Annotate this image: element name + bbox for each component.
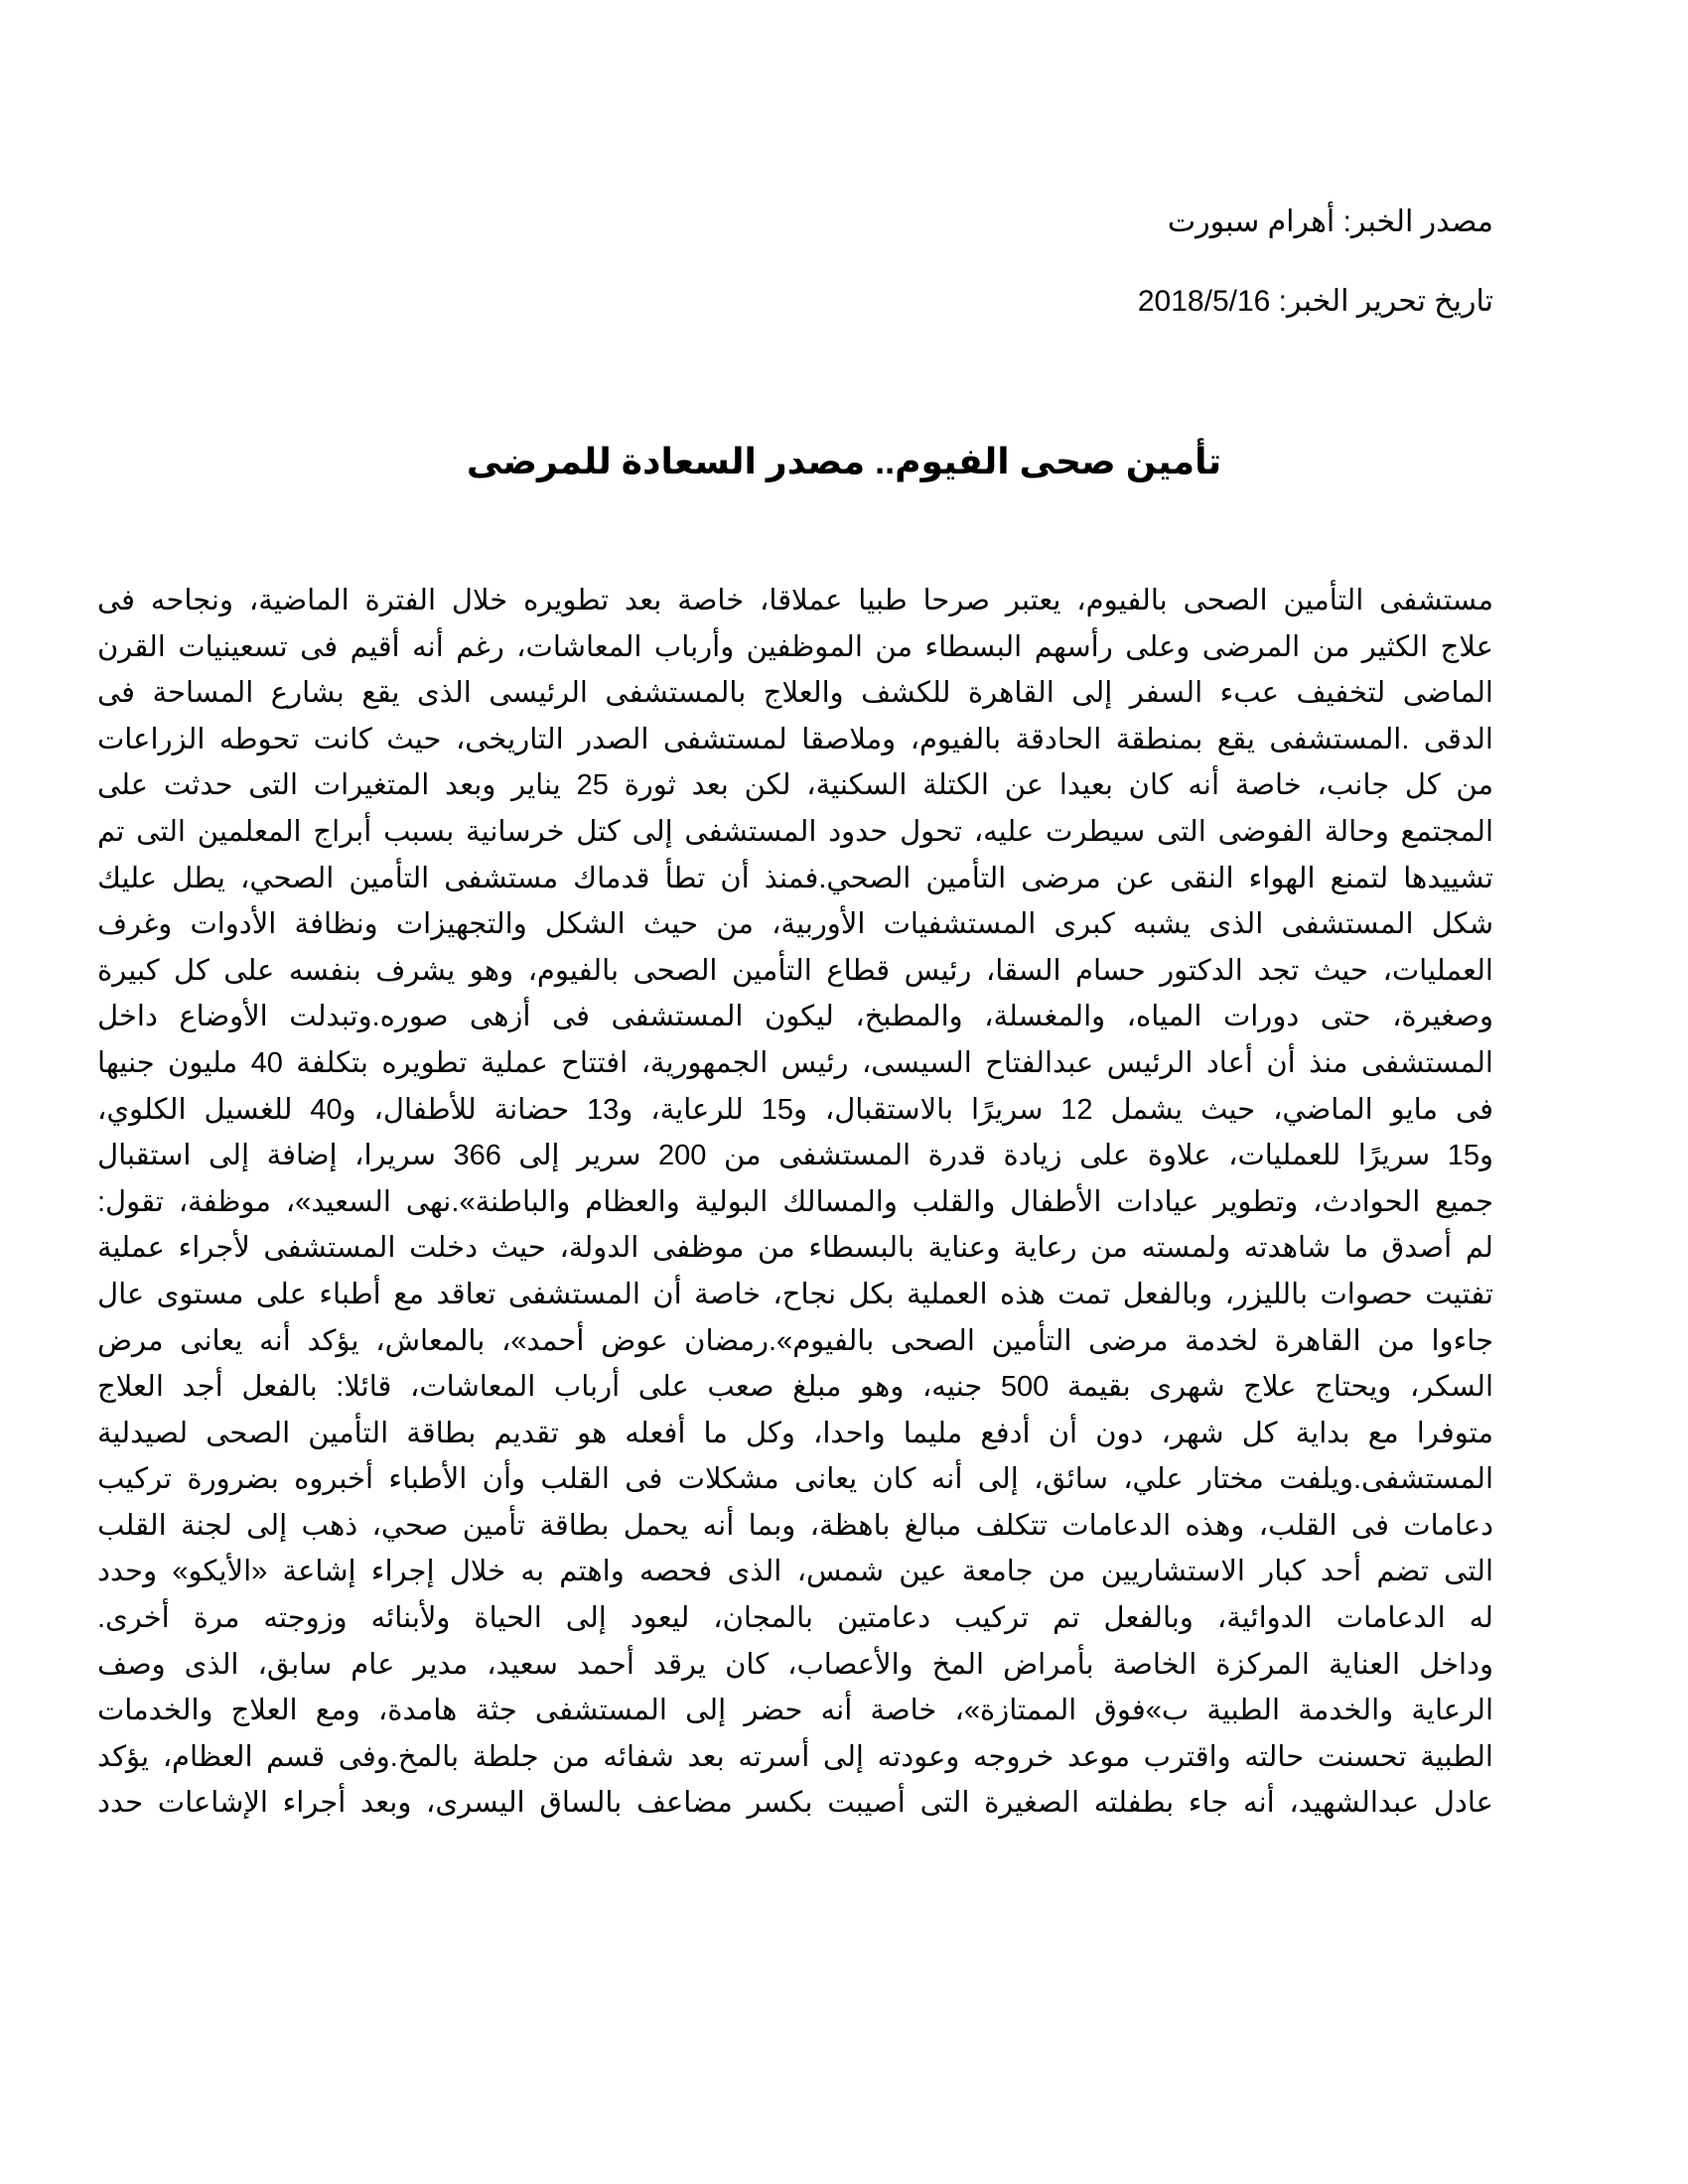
article-body-line: المستشفى منذ أن أعاد الرئيس عبدالفتاح السيسى، رئيس الجمهورية، افتتاح عملية تطويره بتكلفة 40 مليون جنيها bbox=[97, 1046, 1493, 1079]
article-body-line: و15 سريرًا للعمليات، علاوة على زيادة قدرة المستشفى من 200 سرير إلى 366 سريرا، إضافة إلى استقبال bbox=[97, 1140, 1493, 1172]
article-body-line: الدقى .المستشفى يقع بمنطقة الحادقة بالفيوم، وملاصقا لمستشفى الصدر التاريخى، حيث كانت تحوطه الزراعات bbox=[97, 723, 1493, 755]
article-body-line: الرعاية والخدمة الطبية ب»فوق الممتازة»، خاصة أنه حضر إلى المستشفى جثة هامدة، ومع العلاج والخدمات bbox=[97, 1695, 1493, 1727]
article-body bbox=[97, 578, 1493, 1827]
article-body-line: تشييدها لتمنع الهواء النقى عن مرضى التأمين الصحي.فمنذ أن تطأ قدماك مستشفى التأمين الصحي، يطل عليك bbox=[97, 862, 1493, 894]
article-body-line: جميع الحوادث، وتطوير عيادات الأطفال والقلب والمسالك البولية والعظام والباطنة».نهى السعيد»، موظفة، تقول: bbox=[97, 1185, 1493, 1218]
article-body-line: التى تضم أحد كبار الاستشاريين من جامعة عين شمس، الذى فحصه واهتم به خلال إجراء إشاعة «الأيكو» وحدد bbox=[97, 1556, 1493, 1588]
news-date-line: تاريخ تحرير الخبر: 2018/5/16 bbox=[1137, 285, 1493, 318]
article-body-line: الماضى لتخفيف عبء السفر إلى القاهرة للكشف والعلاج بالمستشفى الرئيسى الذى يقع بشارع المساحة فى bbox=[97, 677, 1493, 710]
article-body-line: جاءوا من القاهرة لخدمة مرضى التأمين الصحى بالفيوم».رمضان عوض أحمد»، بالمعاش، يؤكد أنه يعانى مرض bbox=[97, 1324, 1493, 1357]
article-body-line: لم أصدق ما شاهدته ولمسته من رعاية وعناية بالبسطاء من موظفى الدولة، حيث دخلت المستشفى لأجراء عملية bbox=[97, 1232, 1493, 1265]
article-headline: تأمين صحى الفيوم.. مصدر السعادة للمرضى bbox=[466, 441, 1222, 481]
news-source-line: مصدر الخبر: أهرام سبورت bbox=[1167, 205, 1493, 238]
article-body-line: عادل عبدالشهيد، أنه جاء بطفلته الصغيرة التى أصيبت بكسر مضاعف بالساق اليسرى، وبعد أجراء الإشاعات حدد bbox=[97, 1787, 1493, 1820]
article-body-line: شكل المستشفى الذى يشبه كبرى المستشفيات الأوربية، من حيث الشكل والتجهيزات ونظافة الأدوات وغرف bbox=[97, 908, 1493, 941]
article-body-line: من كل جانب، خاصة أنه كان بعيدا عن الكتلة السكنية، لكن بعد ثورة 25 يناير وبعد المتغيرات التى حدثت على bbox=[97, 769, 1493, 802]
article-body-line: تفتيت حصوات بالليزر، وبالفعل تمت هذه العملية بكل نجاح، خاصة أن المستشفى تعاقد مع أطباء على مستوى عال bbox=[97, 1278, 1493, 1310]
article-body-line: السكر، ويحتاج علاج شهرى بقيمة 500 جنيه، وهو مبلغ صعب على أرباب المعاشات، قائلا: بالفعل أجد العلاج bbox=[97, 1371, 1493, 1404]
article-body-line: علاج الكثير من المرضى وعلى رأسهم البسطاء من الموظفين وأرباب المعاشات، رغم أنه أقيم فى تسعينيات القرن bbox=[97, 630, 1493, 663]
article-body-line: فى مايو الماضي، حيث يشمل 12 سريرًا بالاستقبال، و15 للرعاية، و13 حضانة للأطفال، و40 للغسيل الكلوي، bbox=[97, 1093, 1493, 1126]
article-body-line: متوفرا مع بداية كل شهر، دون أن أدفع مليما واحدا، وكل ما أفعله هو تقديم بطاقة التأمين الصحى لصيدلية bbox=[97, 1417, 1493, 1449]
article-body-line: له الدعامات الدوائية، وبالفعل تم تركيب دعامتين بالمجان، ليعود إلى الحياة ولأبنائه وزوجته مرة أخرى. bbox=[97, 1602, 1493, 1635]
article-body-line: العمليات، حيث تجد الدكتور حسام السقا، رئيس قطاع التأمين الصحى بالفيوم، وهو يشرف بنفسه على كل كبيرة bbox=[97, 954, 1493, 987]
article-body-line: وداخل العناية المركزة الخاصة بأمراض المخ والأعصاب، كان يرقد أحمد سعيد، مدير عام سابق، الذى وصف bbox=[97, 1648, 1493, 1681]
article-body-line: المستشفى.ويلفت مختار علي، سائق، إلى أنه كان يعانى مشكلات فى القلب وأن الأطباء أخبروه بضرورة تركيب bbox=[97, 1463, 1493, 1496]
article-body-line: وصغيرة، حتى دورات المياه، والمغسلة، والمطبخ، ليكون المستشفى فى أزهى صوره.وتبدلت الأوضاع داخل bbox=[97, 1001, 1493, 1033]
article-body-line: المجتمع وحالة الفوضى التى سيطرت عليه، تحول حدود المستشفى إلى كتل خرسانية بسبب أبراج المعلمين التى تم bbox=[97, 815, 1493, 848]
article-body-line: الطبية تحسنت حالته واقترب موعد خروجه وعودته إلى أسرته بعد شفائه من جلطة بالمخ.وفى قسم العظام، يؤكد bbox=[97, 1740, 1493, 1773]
article-body-line: مستشفى التأمين الصحى بالفيوم، يعتبر صرحا طبيا عملاقا، خاصة بعد تطويره خلال الفترة الماضية، ونجاحه فى bbox=[97, 585, 1493, 616]
article-body-line: دعامات فى القلب، وهذه الدعامات تتكلف مبالغ باهظة، وبما أنه يحمل بطاقة تأمين صحي، ذهب إلى لجنة القلب bbox=[97, 1509, 1493, 1542]
